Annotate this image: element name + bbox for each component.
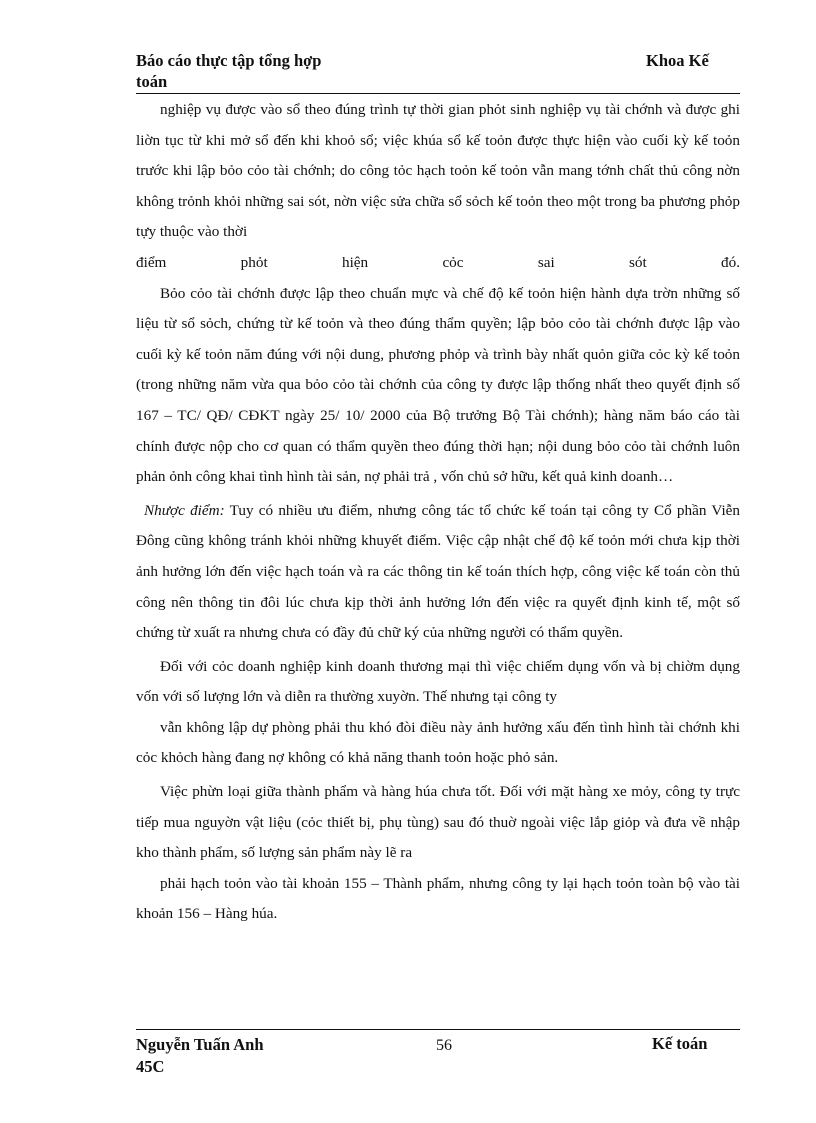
paragraph-classification: Việc phừn loại giữa thành phẩm và hàng húa chưa tốt. Đối với mặt hàng xe mỏy, công ty trực tiếp mua nguyờn vật liệu (cỏc thiết bị, phụ tùng) sau đó thuờ ngoài việc lắp giỏp và đưa về nhập kho thành phẩm, số lượng sản phẩm này lẽ ra xyxy=(136,783,740,862)
footer-rule xyxy=(136,1029,740,1030)
paragraph-records xyxy=(136,95,740,248)
footer-author: Nguyễn Tuấn Anh xyxy=(136,1035,264,1054)
header-department: Khoa Kế xyxy=(646,51,709,70)
last-line-word: điểm xyxy=(136,253,167,271)
paragraph-capital-cont: vẫn không lập dự phòng phải thu khó đòi điều này ảnh hưởng xấu đến tình hình tài chớnh khi cỏc khỏch hàng đang nợ không có khả năng thanh toỏn hoặc phỏ sản. xyxy=(136,718,740,767)
body-text xyxy=(136,95,740,930)
last-line-word: sai xyxy=(537,253,555,271)
paragraph-weaknesses xyxy=(136,496,740,649)
page-number: 56 xyxy=(436,1037,452,1054)
footer-major: Kế toán xyxy=(652,1034,708,1053)
paragraph-records-text: nghiệp vụ được vào sổ theo đúng trình tự thời gian phỏt sinh nghiệp vụ tài chớnh và được ghi liờn tục từ khi mở sổ đến khi khoỏ sổ; việc khúa sổ kế toỏn được thực hiện vào cuối kỳ kế toỏn trước khi lập bỏo cỏo tài chớnh; do công tỏc hạch toỏn kế toỏn vẫn mang tớnh chất thủ công nờn không trỏnh khỏi những sai sót, nờn việc sửa chữa sổ sỏch kế toỏn theo một trong ba phương phỏp tựy thuộc vào thời xyxy=(136,101,740,241)
header-title-text: Báo cáo thực tập tổng hợp xyxy=(136,51,322,70)
header-rule xyxy=(136,93,740,94)
footer-class: 45C xyxy=(136,1057,165,1076)
paragraph-capital: Đối với cỏc doanh nghiệp kinh doanh thương mại thì việc chiếm dụng vốn và bị chiờm dụng vốn với số lượng lớn và diễn ra thường xuyờn. Thế nhưng tại công ty xyxy=(136,657,740,706)
weaknesses-text: Tuy có nhiều ưu điểm, nhưng công tác tổ chức kế toán tại công ty Cổ phần Viễn Đông cũng không tránh khỏi những khuyết điểm. Việc cập nhật chế độ kế toỏn mới chưa kịp thời ảnh hưởng lớn đến việc hạch toán và ra các thông tin kế toán thích hợp, công việc kế toán còn thủ công nên thông tin đôi lúc chưa kịp thời ảnh hưởng lớn đến việc ra quyết định kinh tế, một số chứng từ xuất ra nhưng chưa có đầy đủ chữ ký của những người có thẩm quyền. xyxy=(136,501,740,642)
last-line-word: cỏc xyxy=(442,253,464,271)
weaknesses-label: Nhược điểm: xyxy=(144,501,225,519)
last-line-word: đó. xyxy=(721,253,740,271)
paragraph-financial-statements: Bỏo cỏo tài chớnh được lập theo chuẩn mực và chế độ kế toỏn hiện hành dựa trờn những số liệu từ sổ sỏch, chứng từ kế toỏn và theo đúng thẩm quyền; lập bỏo cỏo tài chớnh được lập vào cuối kỳ kế toỏn năm đúng với nội dung, phương phỏp và trình bày nhất quỏn giữa cỏc kỳ kế toỏn (trong những năm vừa qua bỏo cỏo tài chớnh của công ty được lập thống nhất theo quyết định số 167 – TC/ QĐ/ CĐKT ngày 25/ 10/ 2000 của Bộ trưởng Bộ Tài chớnh); hàng năm báo cáo tài chính được nộp cho cơ quan có thẩm quyền theo đúng thời hạn; nội dung bỏo cỏo tài chớnh luôn phản ỏnh công khai tình hình tài sản, nợ phải trả , vốn chủ sở hữu, kết quả kinh doanh… xyxy=(136,284,740,486)
last-line-word: phỏt xyxy=(240,253,268,271)
last-line-word: hiện xyxy=(341,253,369,271)
paragraph-records-last-line xyxy=(136,248,740,279)
paragraph-classification-cont: phải hạch toỏn vào tài khoản 155 – Thành phẩm, nhưng công ty lại hạch toỏn toàn bộ vào tài khoản 156 – Hàng húa. xyxy=(136,874,740,923)
footer-author-block xyxy=(136,1034,336,1078)
header-title-wrap: toán xyxy=(136,72,168,91)
last-line-word: sót xyxy=(628,253,647,271)
header-title xyxy=(136,50,366,92)
